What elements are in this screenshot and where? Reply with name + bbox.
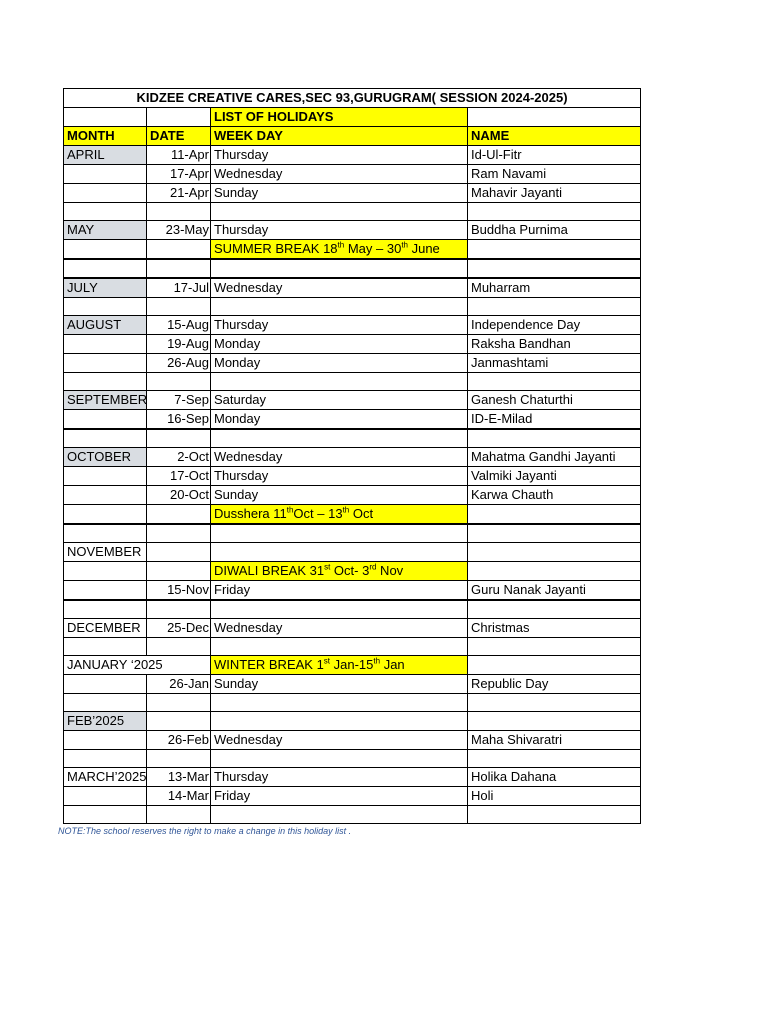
table-row <box>64 410 641 430</box>
date-cell: 13-Mar <box>147 768 211 787</box>
date-cell: 16-Sep <box>147 410 211 430</box>
holiday-name: ID-E-Milad <box>468 410 641 430</box>
date-cell: 20-Oct <box>147 486 211 505</box>
table-row <box>64 448 641 467</box>
weekday-cell: Thursday <box>211 768 468 787</box>
spacer-row <box>64 524 641 543</box>
weekday-cell: Friday <box>211 581 468 601</box>
date-cell: 26-Jan <box>147 675 211 694</box>
holiday-name: Karwa Chauth <box>468 486 641 505</box>
weekday-cell: Wednesday <box>211 278 468 298</box>
table-row <box>64 787 641 806</box>
date-cell: 15-Aug <box>147 316 211 335</box>
table-row <box>64 354 641 373</box>
date-cell: 17-Apr <box>147 165 211 184</box>
header-name: NAME <box>468 127 641 146</box>
date-cell: 7-Sep <box>147 391 211 410</box>
holiday-name: Mahavir Jayanti <box>468 184 641 203</box>
holiday-name: Ganesh Chaturthi <box>468 391 641 410</box>
holiday-name: Christmas <box>468 619 641 638</box>
month-label: JANUARY ‘2025 <box>64 656 211 675</box>
table-row <box>64 562 641 581</box>
spacer-row <box>64 806 641 824</box>
weekday-cell: Thursday <box>211 467 468 486</box>
header-row <box>64 127 641 146</box>
table-row <box>64 335 641 354</box>
table-row <box>64 278 641 298</box>
date-cell: 17-Jul <box>147 278 211 298</box>
table-row <box>64 543 641 562</box>
table-row <box>64 505 641 525</box>
spacer-row <box>64 600 641 619</box>
spacer-row <box>64 638 641 656</box>
dusshera-break-note: Dusshera 11thOct – 13th Oct <box>211 505 468 525</box>
weekday-cell: Monday <box>211 354 468 373</box>
header-date: DATE <box>147 127 211 146</box>
title-row <box>64 89 641 108</box>
month-label: OCTOBER <box>64 448 147 467</box>
holiday-name: Holika Dahana <box>468 768 641 787</box>
date-cell: 21-Apr <box>147 184 211 203</box>
month-label: MARCH’2025 <box>64 768 147 787</box>
table-row <box>64 619 641 638</box>
summer-break-note: SUMMER BREAK 18th May – 30th June <box>211 240 468 260</box>
table-row <box>64 391 641 410</box>
table-row <box>64 731 641 750</box>
table-row <box>64 675 641 694</box>
date-cell: 11-Apr <box>147 146 211 165</box>
weekday-cell: Sunday <box>211 675 468 694</box>
header-weekday: WEEK DAY <box>211 127 468 146</box>
table-row <box>64 656 641 675</box>
holiday-name: Guru Nanak Jayanti <box>468 581 641 601</box>
table-row <box>64 486 641 505</box>
table-row <box>64 467 641 486</box>
holiday-sheet <box>63 88 641 824</box>
table-row <box>64 165 641 184</box>
holiday-name: Republic Day <box>468 675 641 694</box>
table-row <box>64 316 641 335</box>
date-cell: 17-Oct <box>147 467 211 486</box>
holiday-name: Ram Navami <box>468 165 641 184</box>
diwali-break-note: DIWALI BREAK 31st Oct- 3rd Nov <box>211 562 468 581</box>
date-cell: 15-Nov <box>147 581 211 601</box>
weekday-cell: Sunday <box>211 486 468 505</box>
holiday-name: Holi <box>468 787 641 806</box>
month-label: APRIL <box>64 146 147 165</box>
spacer-row <box>64 298 641 316</box>
month-label: FEB’2025 <box>64 712 147 731</box>
holiday-name: Independence Day <box>468 316 641 335</box>
month-label: JULY <box>64 278 147 298</box>
date-cell: 23-May <box>147 221 211 240</box>
holiday-name: Buddha Purnima <box>468 221 641 240</box>
table-row <box>64 581 641 601</box>
weekday-cell: Sunday <box>211 184 468 203</box>
weekday-cell: Monday <box>211 410 468 430</box>
weekday-cell: Wednesday <box>211 731 468 750</box>
spacer-row <box>64 429 641 448</box>
month-label: DECEMBER <box>64 619 147 638</box>
table-row <box>64 712 641 731</box>
weekday-cell: Friday <box>211 787 468 806</box>
weekday-cell: Thursday <box>211 221 468 240</box>
spacer-row <box>64 259 641 278</box>
weekday-cell: Saturday <box>211 391 468 410</box>
spacer-row <box>64 750 641 768</box>
table-row <box>64 240 641 260</box>
month-label: SEPTEMBER <box>64 391 147 410</box>
winter-break-note: WINTER BREAK 1st Jan-15th Jan <box>211 656 468 675</box>
weekday-cell: Monday <box>211 335 468 354</box>
date-cell: 19-Aug <box>147 335 211 354</box>
table-row <box>64 221 641 240</box>
holiday-name: Valmiki Jayanti <box>468 467 641 486</box>
weekday-cell: Wednesday <box>211 165 468 184</box>
date-cell: 26-Aug <box>147 354 211 373</box>
table-row <box>64 184 641 203</box>
sheet-title: KIDZEE CREATIVE CARES,SEC 93,GURUGRAM( SESSION 2024-2025) <box>64 89 641 108</box>
list-title-row <box>64 108 641 127</box>
list-title: LIST OF HOLIDAYS <box>211 108 468 127</box>
holiday-name: Id-Ul-Fitr <box>468 146 641 165</box>
holiday-name: Raksha Bandhan <box>468 335 641 354</box>
table-row <box>64 768 641 787</box>
month-label: NOVEMBER <box>64 543 147 562</box>
spacer-row <box>64 694 641 712</box>
weekday-cell: Thursday <box>211 316 468 335</box>
weekday-cell: Wednesday <box>211 619 468 638</box>
date-cell: 14-Mar <box>147 787 211 806</box>
spacer-row <box>64 203 641 221</box>
holiday-name: Maha Shivaratri <box>468 731 641 750</box>
date-cell: 25-Dec <box>147 619 211 638</box>
footer-note: NOTE:The school reserves the right to make a change in this holiday list . <box>58 826 352 836</box>
date-cell: 2-Oct <box>147 448 211 467</box>
spacer-row <box>64 373 641 391</box>
date-cell: 26-Feb <box>147 731 211 750</box>
weekday-cell: Wednesday <box>211 448 468 467</box>
holiday-name: Janmashtami <box>468 354 641 373</box>
holiday-table <box>63 88 641 824</box>
weekday-cell: Thursday <box>211 146 468 165</box>
header-month: MONTH <box>64 127 147 146</box>
holiday-name: Mahatma Gandhi Jayanti <box>468 448 641 467</box>
month-label: MAY <box>64 221 147 240</box>
month-label: AUGUST <box>64 316 147 335</box>
table-row <box>64 146 641 165</box>
holiday-name: Muharram <box>468 278 641 298</box>
